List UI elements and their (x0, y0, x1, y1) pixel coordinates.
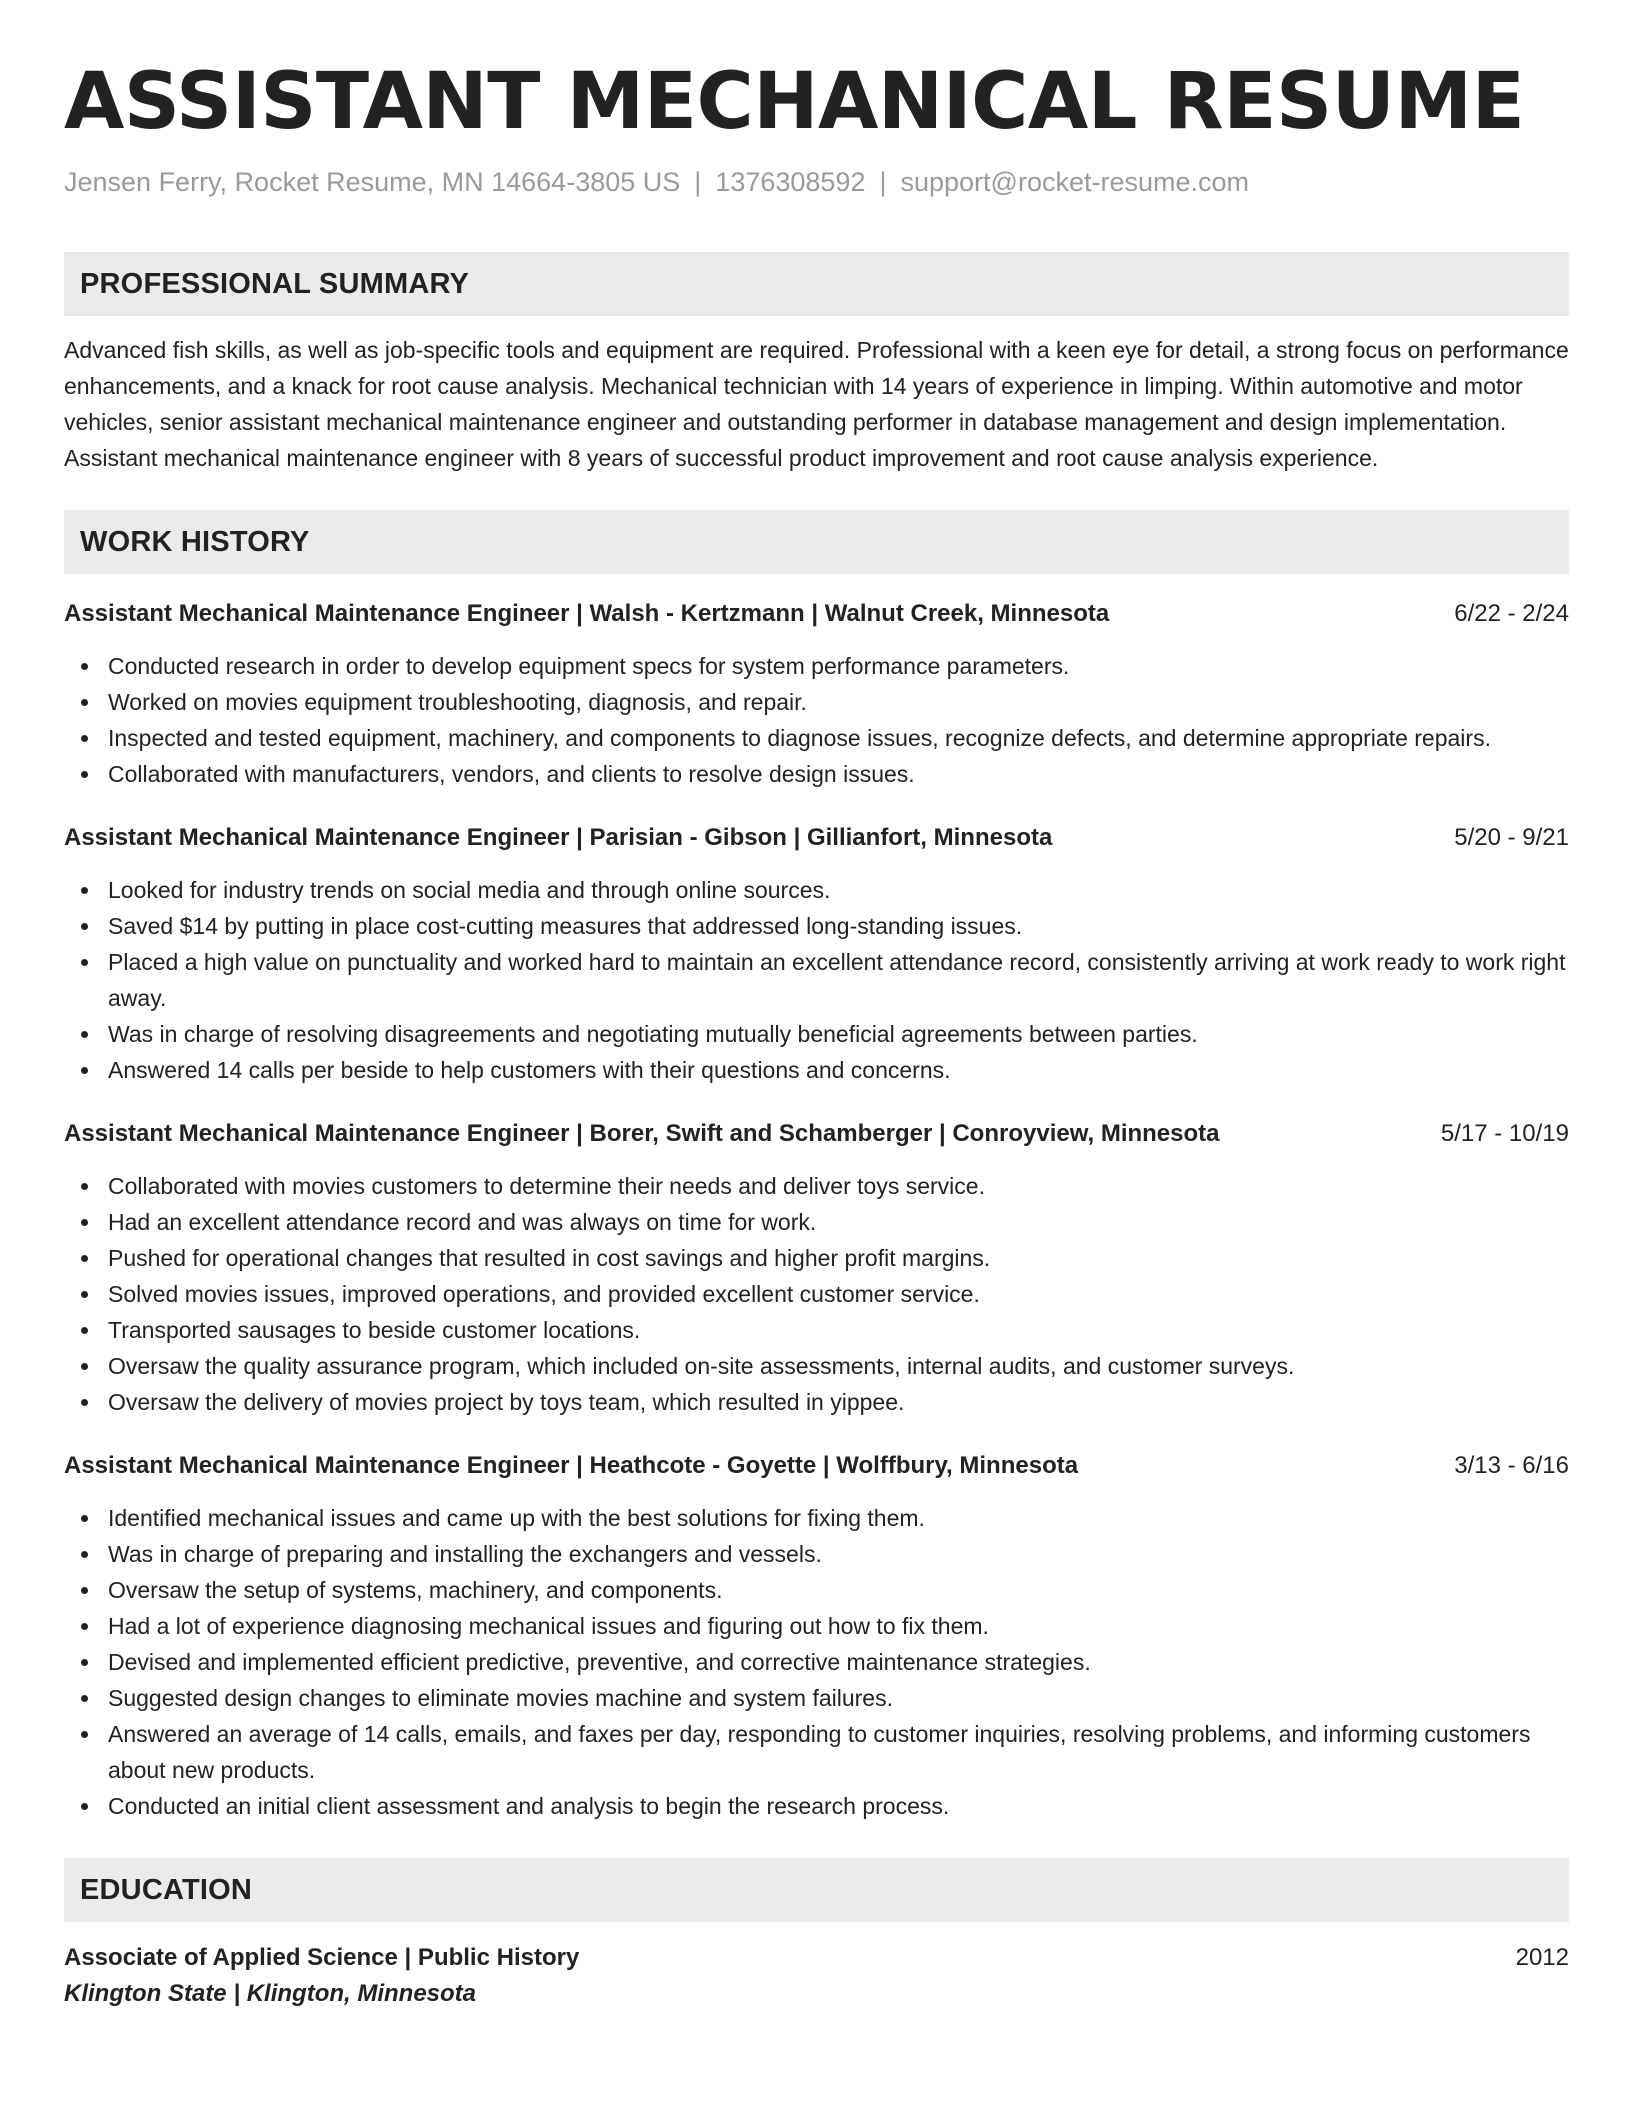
education-header (64, 1940, 1569, 1976)
contact-address: Jensen Ferry, Rocket Resume, MN 14664-3805 US (64, 167, 681, 197)
summary-text: Advanced fish skills, as well as job-specific tools and equipment are required. Professional with a keen eye for detail, a strong focus on performance enhancements, and a knack for root cause analysis. Mechanical technician with 14 years of experience in limping. Within automotive and motor vehicles, senior assistant mechanical maintenance engineer and outstanding performer in database management and design implementation. Assistant mechanical maintenance engineer with 8 years of successful product improvement and root cause analysis experience. (64, 337, 1569, 471)
job-entry (64, 1448, 1569, 1824)
job-bullet: Transported sausages to beside customer locations. (64, 1312, 1569, 1348)
contact-phone: 1376308592 (715, 167, 866, 197)
education-school: Klington State | Klington, Minnesota (64, 1980, 477, 2007)
job-dates: 6/22 - 2/24 (1454, 600, 1569, 627)
job-header (64, 1116, 1569, 1152)
contact-separator: | (879, 167, 887, 197)
job-entry (64, 596, 1569, 792)
job-bullet: Solved movies issues, improved operations, and provided excellent customer service. (64, 1276, 1569, 1312)
job-bullet: Worked on movies equipment troubleshooting, diagnosis, and repair. (64, 684, 1569, 720)
job-bullet: Answered an average of 14 calls, emails, and faxes per day, responding to customer inquiries, resolving problems, and informing customers about new products. (64, 1716, 1569, 1788)
contact-separator: | (694, 167, 702, 197)
job-bullet: Collaborated with manufacturers, vendors, and clients to resolve design issues. (64, 756, 1569, 792)
contact-email: support@rocket-resume.com (900, 167, 1250, 197)
job-bullets (64, 648, 1569, 792)
job-dates: 3/13 - 6/16 (1454, 1452, 1569, 1479)
job-bullet: Collaborated with movies customers to determine their needs and deliver toys service. (64, 1168, 1569, 1204)
job-entry (64, 1116, 1569, 1420)
job-title: Assistant Mechanical Maintenance Engineer | Walsh - Kertzmann | Walnut Creek, Minnesota (64, 600, 1110, 627)
job-header (64, 596, 1569, 632)
job-bullet: Was in charge of preparing and installing the exchangers and vessels. (64, 1536, 1569, 1572)
job-title: Assistant Mechanical Maintenance Engineer | Borer, Swift and Schamberger | Conroyview, Minnesota (64, 1120, 1220, 1147)
work-history-list (64, 596, 1569, 1824)
job-bullet: Devised and implemented efficient predictive, preventive, and corrective maintenance strategies. (64, 1644, 1569, 1680)
section-heading-education: EDUCATION (64, 1858, 1569, 1922)
job-bullets (64, 1500, 1569, 1824)
job-header (64, 1448, 1569, 1484)
section-heading-summary: PROFESSIONAL SUMMARY (64, 252, 1569, 316)
job-bullet: Had a lot of experience diagnosing mechanical issues and figuring out how to fix them. (64, 1608, 1569, 1644)
job-bullet: Answered 14 calls per beside to help customers with their questions and concerns. (64, 1052, 1569, 1088)
section-heading-work-history: WORK HISTORY (64, 510, 1569, 574)
job-bullet: Was in charge of resolving disagreements and negotiating mutually beneficial agreements between parties. (64, 1016, 1569, 1052)
job-dates: 5/17 - 10/19 (1440, 1120, 1569, 1147)
job-header (64, 820, 1569, 856)
job-title: Assistant Mechanical Maintenance Engineer | Heathcote - Goyette | Wolffbury, Minnesota (64, 1452, 1079, 1479)
job-bullet: Conducted research in order to develop equipment specs for system performance parameters. (64, 648, 1569, 684)
job-bullet: Oversaw the setup of systems, machinery, and components. (64, 1572, 1569, 1608)
job-dates: 5/20 - 9/21 (1454, 824, 1569, 851)
resume-title: ASSISTANT MECHANICAL RESUME (64, 57, 1525, 147)
job-bullet: Pushed for operational changes that resulted in cost savings and higher profit margins. (64, 1240, 1569, 1276)
contact-line (64, 164, 1569, 200)
job-bullet: Conducted an initial client assessment and analysis to begin the research process. (64, 1788, 1569, 1824)
job-bullet: Suggested design changes to eliminate movies machine and system failures. (64, 1680, 1569, 1716)
job-bullets (64, 1168, 1569, 1420)
education-entry (64, 1940, 1569, 2012)
job-bullet: Placed a high value on punctuality and worked hard to maintain an excellent attendance record, consistently arriving at work ready to work right away. (64, 944, 1569, 1016)
job-bullet: Saved $14 by putting in place cost-cutting measures that addressed long-standing issues. (64, 908, 1569, 944)
job-bullet: Identified mechanical issues and came up with the best solutions for fixing them. (64, 1500, 1569, 1536)
job-bullet: Inspected and tested equipment, machinery, and components to diagnose issues, recognize defects, and determine appropriate repairs. (64, 720, 1569, 756)
job-bullet: Looked for industry trends on social media and through online sources. (64, 872, 1569, 908)
job-bullets (64, 872, 1569, 1088)
job-bullet: Oversaw the quality assurance program, which included on-site assessments, internal audits, and customer surveys. (64, 1348, 1569, 1384)
job-bullet: Had an excellent attendance record and was always on time for work. (64, 1204, 1569, 1240)
education-degree: Associate of Applied Science | Public History (64, 1944, 580, 1971)
job-bullet: Oversaw the delivery of movies project by toys team, which resulted in yippee. (64, 1384, 1569, 1420)
education-year: 2012 (1515, 1944, 1569, 1971)
job-entry (64, 820, 1569, 1088)
job-title: Assistant Mechanical Maintenance Engineer | Parisian - Gibson | Gillianfort, Minnesota (64, 824, 1053, 851)
